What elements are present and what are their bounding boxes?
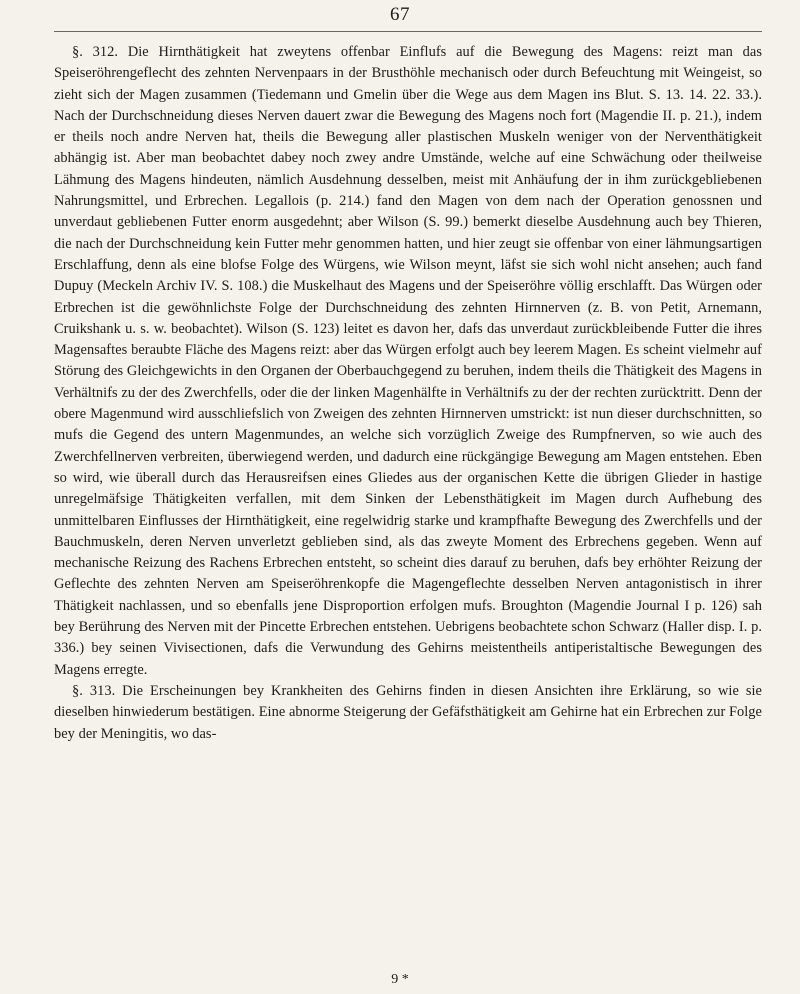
printer-signature-mark: 9 * (391, 972, 409, 987)
paragraph-313: §. 313. Die Erscheinungen bey Krankheiten des Gehirns finden in diesen Ansichten ihre Erklärung, so wie sie dieselben hinwiederum bestätigen. Eine abnorme Steigerung der Gefäfsthätigkeit am Gehirne hat ein Erbrechen zur Folge bey der Meningitis, wo das- (54, 682, 762, 742)
page-number: 67 (390, 4, 410, 25)
header-rule (54, 31, 762, 32)
paragraph-312: §. 312. Die Hirnthätigkeit hat zweytens offenbar Einflufs auf die Bewegung des Magens: reizt man das Speiseröhrengeflecht des zehnten Nervenpaars in der Brusthöhle mechanisch oder durch Befeuchtung mit Weingeist, so zieht sich der Magen zusammen (Tiedemann und Gmelin über die Wege aus dem Magen ins Blut. S. 13. 14. 22. 33.). Nach der Durchschneidung dieses Nerven dauert zwar die Bewegung des Magens noch fort (Magendie II. p. 21.), indem er theils noch andre Nerven hat, theils die Bewegung aller plastischen Muskeln weniger von der Nerventhätigkeit abhängig ist. Aber man beobachtet dabey noch zwey andre Umstände, welche auf eine Schwächung oder theilweise Lähmung des Magens hindeuten, nämlich Ausdehnung desselben, meist mit Anhäufung der in ihm zurückgebliebenen Nahrungsmittel, und Erbrechen. Legallois (p. 214.) fand den Magen von dem nach der Operation genossnen und unverdaut gebliebenen Futter enorm ausgedehnt; aber Wilson (S. 99.) bemerkt dieselbe Ausdehnung auch bey Thieren, die nach der Durchschneidung kein Futter mehr genommen hatten, und hier zeugt sie offenbar von einer lähmungsartigen Erschlaffung, denn als eine blofse Folge des Würgens, wie Wilson meynt, läfst sie sich wohl nicht ansehen; auch fand Dupuy (Meckeln Archiv IV. S. 108.) die Muskelhaut des Magens und der Speiseröhre völlig erschlafft. Das Würgen oder Erbrechen ist die gewöhnlichste Folge der Durchschneidung des zehnten Hirnnerven (z. B. von Petit, Arnemann, Cruikshank u. s. w. beobachtet). Wilson (S. 123) leitet es davon her, dafs das unverdaut zurückbleibende Futter die ihres Magensaftes beraubte Fläche des Magens reizt: aber das Würgen erfolgt auch bey leerem Magen. Es scheint vielmehr auf Störung des Gleichgewichts in den Organen der Oberbauchgegend zu beruhen, indem theils die Thätigkeit des Magens in Verhältnifs zu der des Zwerchfells, oder die der linken Magenhälfte in Verhältnifs zu der der rechten zurücktritt. Denn der obere Magenmund wird ausschliefslich von Zweigen des zehnten Hirnnerven umstrickt: ist nun dieser durchschnitten, so mufs die Gegend des untern Magenmundes, an welche sich vorzüglich Zweige des Rumpfnerven, so wie auch des Zwerchfellnerven verbreiten, überwiegend werden, und dadurch eine rückgängige Bewegung am Magen entstehen. Eben so wird, wie überall durch das Herausreifsen eines Gliedes aus der organischen Kette die übrigen Glieder in hastige unregelmäfsige Thätigkeiten verfallen, mit dem Sinken der Lebensthätigkeit im Magen durch Aufhebung des unmittelbaren Einflusses der Hirnthätigkeit, eine regelwidrig starke und krampfhafte Bewegung des Zwerchfells und der Bauchmuskeln, deren Nerven unverletzt geblieben sind, als das zweyte Moment des Erbrechens gegeben. Wenn auf mechanische Reizung des Rachens Erbrechen entsteht, so scheint dies darauf zu beruhen, dafs bey erhöhter Reizung der Geflechte des zehnten Nerven am Speiseröhrenkopfe die Magengeflechte desselben Nerven antagonistisch in ihrer Thätigkeit nachlassen, und so ebenfalls jene Disproportion erfolgen mufs. Broughton (Magendie Journal I p. 126) sah bey Berührung des Nerven mit der Pincette Erbrechen entstehen. Uebrigens beobachtete schon Schwarz (Haller disp. I. p. 336.) bey seinen Vivisectionen, dafs die Verwundung des Gehirns meistentheils antiperistaltische Bewegungen des Magens erregte. (54, 44, 762, 678)
body-text (54, 42, 762, 745)
